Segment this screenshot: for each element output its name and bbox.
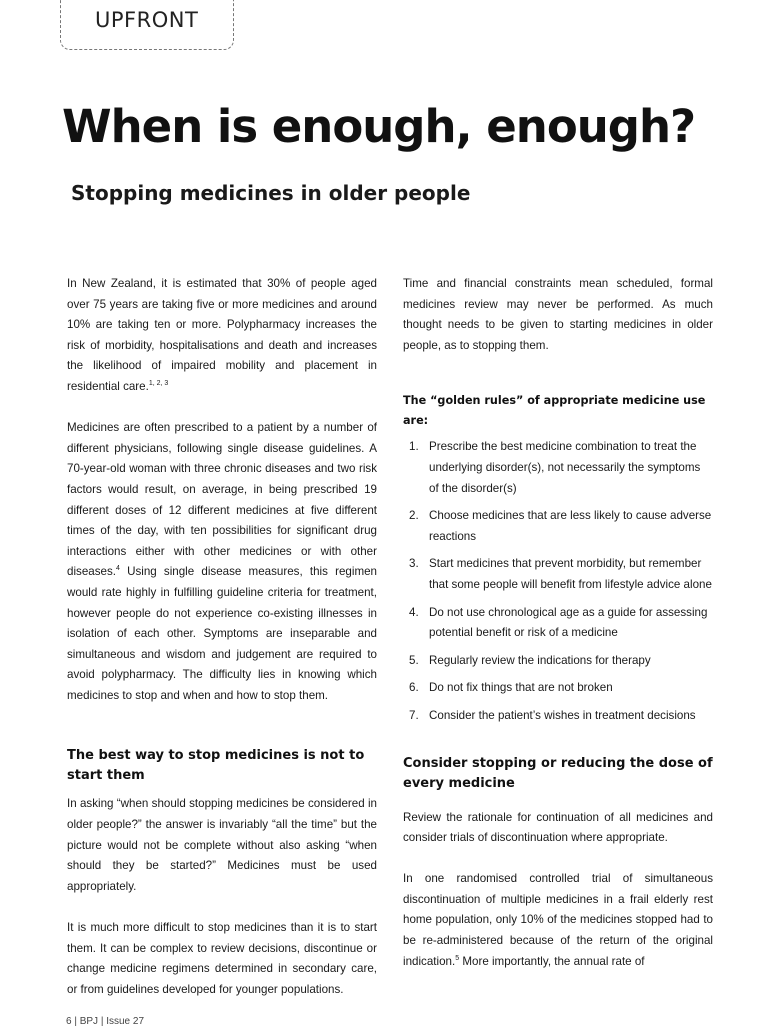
golden-rules-list xyxy=(403,437,713,726)
page-subtitle: Stopping medicines in older people xyxy=(71,181,471,205)
paragraph-when-to-stop: In asking “when should stopping medicines be considered in older people?” the answer is invariably “all the time” but the picture would not be complete without also asking “when should they be started?” Medicines must be used appropriately. xyxy=(67,797,377,893)
paragraph-rct: In one randomised controlled trial of simultaneous discontinuation of multiple medicines in a frail elderly rest home population, only 10% of the medicines stopped had to be re-administered because of the return of the original indication.$^5$ More importantly, the annual rate of xyxy=(403,872,713,968)
section-label: UPFRONT xyxy=(95,8,199,32)
paragraph-constraints: Time and financial constraints mean scheduled, formal medicines review may never be performed. As much thought needs to be given to starting medicines in older people, as to stopping them. xyxy=(403,277,713,352)
heading-consider-stopping: Consider stopping or reducing the dose of every medicine xyxy=(403,755,713,791)
rule-item: 7. Consider the patient’s wishes in treatment decisions xyxy=(409,708,696,722)
rule-item: 4. Do not use chronological age as a guide for assessing potential benefit or risk of a medicine xyxy=(409,605,708,640)
reference-marker: 5 xyxy=(455,954,460,962)
golden-rules-heading: The “golden rules” of appropriate medicine use are: xyxy=(403,394,706,428)
reference-marker: 4 xyxy=(115,565,120,573)
paragraph-guidelines: Medicines are often prescribed to a patient by a number of different physicians, following single disease guidelines. A 70-year-old woman with three chronic diseases and two risk factors would result, on average, in being prescribed 19 different doses of 12 different medicines at five different times of the day, with ten possibilities for significant drug interactions either with other medicines or with other diseases.$^4$ Using single disease measures, this regimen would rate highly in fulfilling guideline criteria for treatment, however people do not experience co-existing illnesses in isolation of each other. Symptoms are inseparable and simultaneous and wisdom and judgement are required to avoid polypharmacy. The difficulty lies in knowing which medicines to stop and when and how to stop them. xyxy=(67,421,377,702)
rule-item: 2. Choose medicines that are less likely to cause adverse reactions xyxy=(409,509,712,543)
page-footer: 6 | BPJ | Issue 27 xyxy=(66,1016,145,1027)
rule-item: 3. Start medicines that prevent morbidity, but remember that some people will benefit from lifestyle advice alone xyxy=(409,557,712,591)
paragraph-review-rationale: Review the rationale for continuation of all medicines and consider trials of discontinuation where appropriate. xyxy=(403,810,713,845)
paragraph-prevalence: In New Zealand, it is estimated that 30% of people aged over 75 years are taking five or more medicines and around 10% are taking ten or more. Polypharmacy increases the risk of morbidity, hospitalisations and death and increases the likelihood of impaired mobility and placement in residential care.$^{1, 2, 3}$ xyxy=(67,277,377,393)
page-title: When is enough, enough? xyxy=(62,100,696,153)
rule-item: 1. Prescribe the best medicine combination to treat the underlying disorder(s), not necessarily the symptoms of the disorder(s) xyxy=(409,440,701,495)
left-column xyxy=(67,274,377,1000)
heading-best-way: The best way to stop medicines is not to start them xyxy=(67,748,365,784)
rule-item: 6. Do not fix things that are not broken xyxy=(409,681,613,695)
rule-item: 5. Regularly review the indications for therapy xyxy=(409,653,651,667)
paragraph-difficulty: It is much more difficult to stop medicines than it is to start them. It can be complex to review decisions, discontinue or change medicine regimens determined in secondary care, or from guidelines developed for younger populations. xyxy=(67,921,377,996)
reference-marker: 1, 2, 3 xyxy=(148,380,169,388)
section-tab xyxy=(60,0,234,50)
right-column xyxy=(403,274,713,972)
